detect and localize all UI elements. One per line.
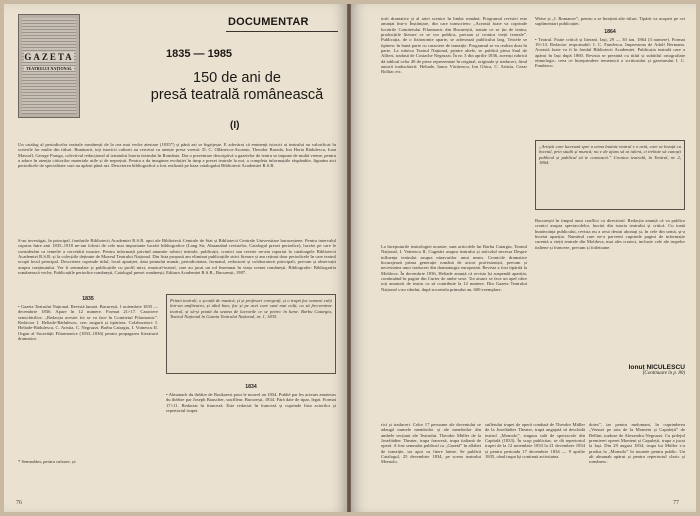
years-range: 1835 — 1985 — [166, 48, 233, 60]
author-signature: Ionuț NICULESCU — [628, 364, 685, 371]
page-number-right: 77 — [673, 500, 679, 506]
semnal-block — [18, 459, 158, 499]
methodology-paragraph: S-au investigat, în principal, fondurile Bibliotecii Academiei R.S.R. apoi ale Bibliotecii Centrale de Stat și Bibliotecii Centrale Universitare bucureștene. Pentru intervalul cuprins între anii 1835–1918 ne-am folosit de cele mai importante lucrări bibliografice (Lang Sir, Almanahul revistelor, Catalogul presei periodice), lucrări pe care le considerăm ca temelie a cercetării noastre. Pentru informații privind anumite rubrici teatrale, publicații, cronici sau reviste ne-am raportat la cataloagele Bibliotecii Academiei R.S.R. și la colecțiile deținute de Muzeul Teatrului Național. Din lista propusă am eliminat publicațiile strict literare și am reținut doar periodicele în care teatrul ocupă locul principal. Descrierea cuprinde titlul, locul apariției, data primului număr, periodicitatea, formatul, redactorii și colaboratorii principali, precum și observații asupra conținutului. Vor fi semnalate și publicațiile cu profil mixt, muzical-teatral, care au jucat un rol însemnat în viața scenei românești. Bibliografie: Bibliografia românească veche, Publicațiile periodice românești, Catalogul presei românești, Editura Academiei R.S.R., București, 1987. — [18, 238, 336, 276]
semnal-note: * Semnalăm, pentru culoare, și: — [18, 459, 77, 464]
right-col1-top: torii dramatice și al artei scenice în limba română. Programul revistei este anunțat într-o Înștiințare, din care transcriem: „Această foaie va coprinde lucrările Comitetului Filarmonic din Bucureștii, tratate ce se țin de teatru, producțiile literare ce se vor publica, precum și cronica vieții teatrale”. Publicația, de o fizionomie aparte, se adresează publicului larg. Textele se tipăresc în bună parte cu caractere de tranziție. Programul se va realiza doar în parte. La rubrica Teatrul Național, printre altele, se publică piesa Saul de Alfieri, tradusă de Costache Negruzzi. În nr. 3 din aprilie 1836, aceeași rubrică dă tabloul celor 40 de piese reprezentate în original, originale și traduceri, fiind autorii traducătorii: Heliade, Iancu Văcărescu, Ion Ghica, C. Aristia, Cezar Bolliac etc. — [381, 16, 527, 75]
gazette-entry: • Gazeta Teatrului Național. Revistă lunară. București, 1 noiembrie 1835 — decembrie 1836. Apare în 12 numere. Format 21×17. Caractere semichirilice. „Redacția acestei foi se va face în Comitetul Filarmonic”. Redactor I. Heliade-Rădulescu, cerc asigură și tipărirea. Colaboratori: I. Heliade-Rădulescu, C. Aristia, C. Negruzzi, Barbu Catargiu, I. Voinescu II. Organ al Societății Filarmonice (1833–1836) pentru propagarea literaturii dramatice. — [18, 304, 158, 342]
headline-line-1: 150 de ani de — [193, 70, 281, 86]
teatrul-entry: • Teatrul. Foaie critică și literară. Iași, 29 — 30 ian. 1864 (3 numere). Format 19×14. Redactor responsabil: I. C. Fundescu. Impresiona de Adolf Bermann. Această foaie va fi în fondul Bibliotecii Academiei. Publicația teatrală care a apărut în Iași după 1860. Revista se prezintă cu titlul și subtitlul ortografiate etimologic, ceea ce întreprindere temeinică a scriitorului și gazetarului I. C. Fundescu. — [535, 36, 685, 69]
signature-block — [535, 364, 685, 404]
right-page — [351, 4, 696, 512]
left-column — [18, 294, 158, 459]
left-page — [4, 4, 347, 512]
bottom-col1: rici și traduceri. Celor 17 persoane ale deceniului se adaugă numele membrilor și ale membrilor din ambele secțiuni ale Teatrului. Theodor Müller de la Joseftädter Theater, trupa francesă, trupa italiană de operă. A fost semnalat publicul ca „Gazetă” în alfabet de tranziție, iar apoi cu litere latine. Se publică Catalogul, 25 decembrie 1834, pe scena teatrului Momolo. — [381, 422, 481, 465]
gazette-masthead-image — [18, 14, 80, 118]
teatrul-quote-box: „Artiștii care lucrează spre a urma înainte teatrul e o artă, care se învață cu încetul, prin studii și muncă; nu e de ajuns să ai talent, ci trebuie să cunoști publicul și publicul să te cunoască.” Cronica teatrală, în Teatrul, nr. 2, 1864. — [535, 140, 685, 210]
quote-box: Primii teatrali, o școală de muzică, și și profesori coregrafi, și o trupă fac oameni culți într-un amfiteatru, și altul bun; fac și pe acei care sunt mai culți, ca să frecventeze teatrul, și să-și poată da seama de lucrurile ce se petrec în lume. Barbu Catargiu, Teatrul Național în Gazeta Teatrului Național, nr. 1, 1835. — [166, 294, 336, 374]
year-heading-1864: 1864 — [604, 28, 616, 35]
continuation-note: (Continuare în p. 80) — [642, 371, 685, 376]
right-col2-bottom: Bucureștii în timpul unui conflict cu directorul. Redacția anunță că va publica cronici asupra spectacolelor, lucrări din istoria teatrului și critică. Cu toată bunăvoința publicului, revista nu a avut destui abonați și, în cele din urmă, și-a încetat apariția. Numărul care ne-a parvenit cuprinde pagini de informație curentă a vieții teatrale din Moldova, mai ales cronici, inclusiv cele ale trupelor italiene și franceze, precum și foiletoane. — [535, 218, 685, 250]
gazette-subtitle: TEATRULUI NAȚIONAL — [25, 66, 73, 71]
section-rule — [226, 31, 338, 32]
intro-paragraph: Un catalog al periodicelor teatrale românești de la cea mai veche atestare (1835*) și până azi se îngrijește. E adevărat că eminenți istorici ai teatrului au valorificat în scrierile lor multe din titluri. Bunăoară, toți istoricii culturii au cercetat cu atenție presa vremii: D. C. Ollănescu-Ascanio, Theodor Burada, Ion Horia Rădulescu, Ioan Massoff, George Franga, colectivul redacțional al tratatului Istoria teatrului în România. Dar o prezentare descriptivă a gazetelor de teatru se impune de multă vreme, pentru a aduce în atenția cititorilor materiale utile și de neprețuit. Pentru a da imaginea evoluției în timp a presei teatrale la noi, a completa informațiile răspândite, figurăm aici periodicele de specialitate care au apărut până azi. Descrierea bibliografică a fost realizată pe baza catalogului Bibliotecii Academiei R.S.R. — [18, 142, 336, 169]
right-col2-top — [535, 16, 685, 136]
headline-line-2: presă teatrală românească — [150, 87, 324, 103]
almanach-entry: • Almanach du théâtre de Boukarest pour le nouvel an 1834. Publié par les acteurs amateurs du théâtre par Joseph Bauscher, souffleur. București, 1834. Fără date de tipar, legat. Format 17×11. Redactat în franceză. Este redactat în franceză și cuprinde lista actorilor și repertoriul trupei. — [166, 392, 336, 414]
weise-text: Weise și „I. Romanov”, pentru a se înrețină alte titluri. Tipărit va acoperi pe cei suplimentari publicației. — [535, 16, 685, 27]
right-col1-bottom: La începuturile teatrologiei noastre, sunt articolele lui Barbu Catargiu, Teatrul Național, I. Voinescu II, Cugetări asupra teatrului și articolul necesar Despre influența teatrului asupra năravurilor unui neam. Cronicile dramatice încurajează prima generație română de actori profesioniști, precum și necesitatea unor traduceri din dramaturgia europeană. Revista a fost tipărită la Moldova. În decembrie 1836, Heliade anunță că revista își suspendă apariția, continuând în pagini din Curier de ambe sexe. Tot atunci se face un apel către toți amatorii de teatru ca să contribuie la 12 numere. Din Gazeta Teatrului Național s-au vândut, după socoteala primului an, 600 exemplare. — [381, 244, 527, 292]
page-number-left: 76 — [16, 500, 22, 506]
right-column-lower — [166, 382, 336, 500]
bottom-col2: sufletului trupei de operă condusă de Theodor Müller de la Joseftädter Theater, trupă angajată să deschidă teatrul „Momolo”, singura sală de spectacole din Capitală (1833). În scop publicitar, se dă repertoriul trupei de la 12 noiembrie 1833 la 21 decembrie 1834 și pentru perioada 17 decembrie 1834 — 9 aprilie 1835, când trupa își continuă activitatea. — [485, 422, 585, 460]
year-heading-1834: 1834 — [245, 384, 257, 390]
article-headline — [132, 70, 342, 104]
section-label: DOCUMENTAR — [228, 16, 309, 28]
gazette-title: GAZETA — [24, 52, 74, 62]
part-number: (I) — [230, 120, 240, 131]
bottom-col3: dotes”, iar pentru melomani, în cuprinderea „Versuri pe aria de la Monteni și Capuleții” de Bellini, traduse de Alexandru Negruzzi. Cu prilejul premierei operei Monteni și Capuleții, trupa a jucat la Iași. Din 29 august 1834, trupa lui Müller s-a produs la „Momolo” în tournée pentru public. Un alt almanah apărut și pentru repertoriul clasic și românesc. — [589, 422, 685, 465]
year-heading-1835: 1835 — [82, 296, 94, 302]
